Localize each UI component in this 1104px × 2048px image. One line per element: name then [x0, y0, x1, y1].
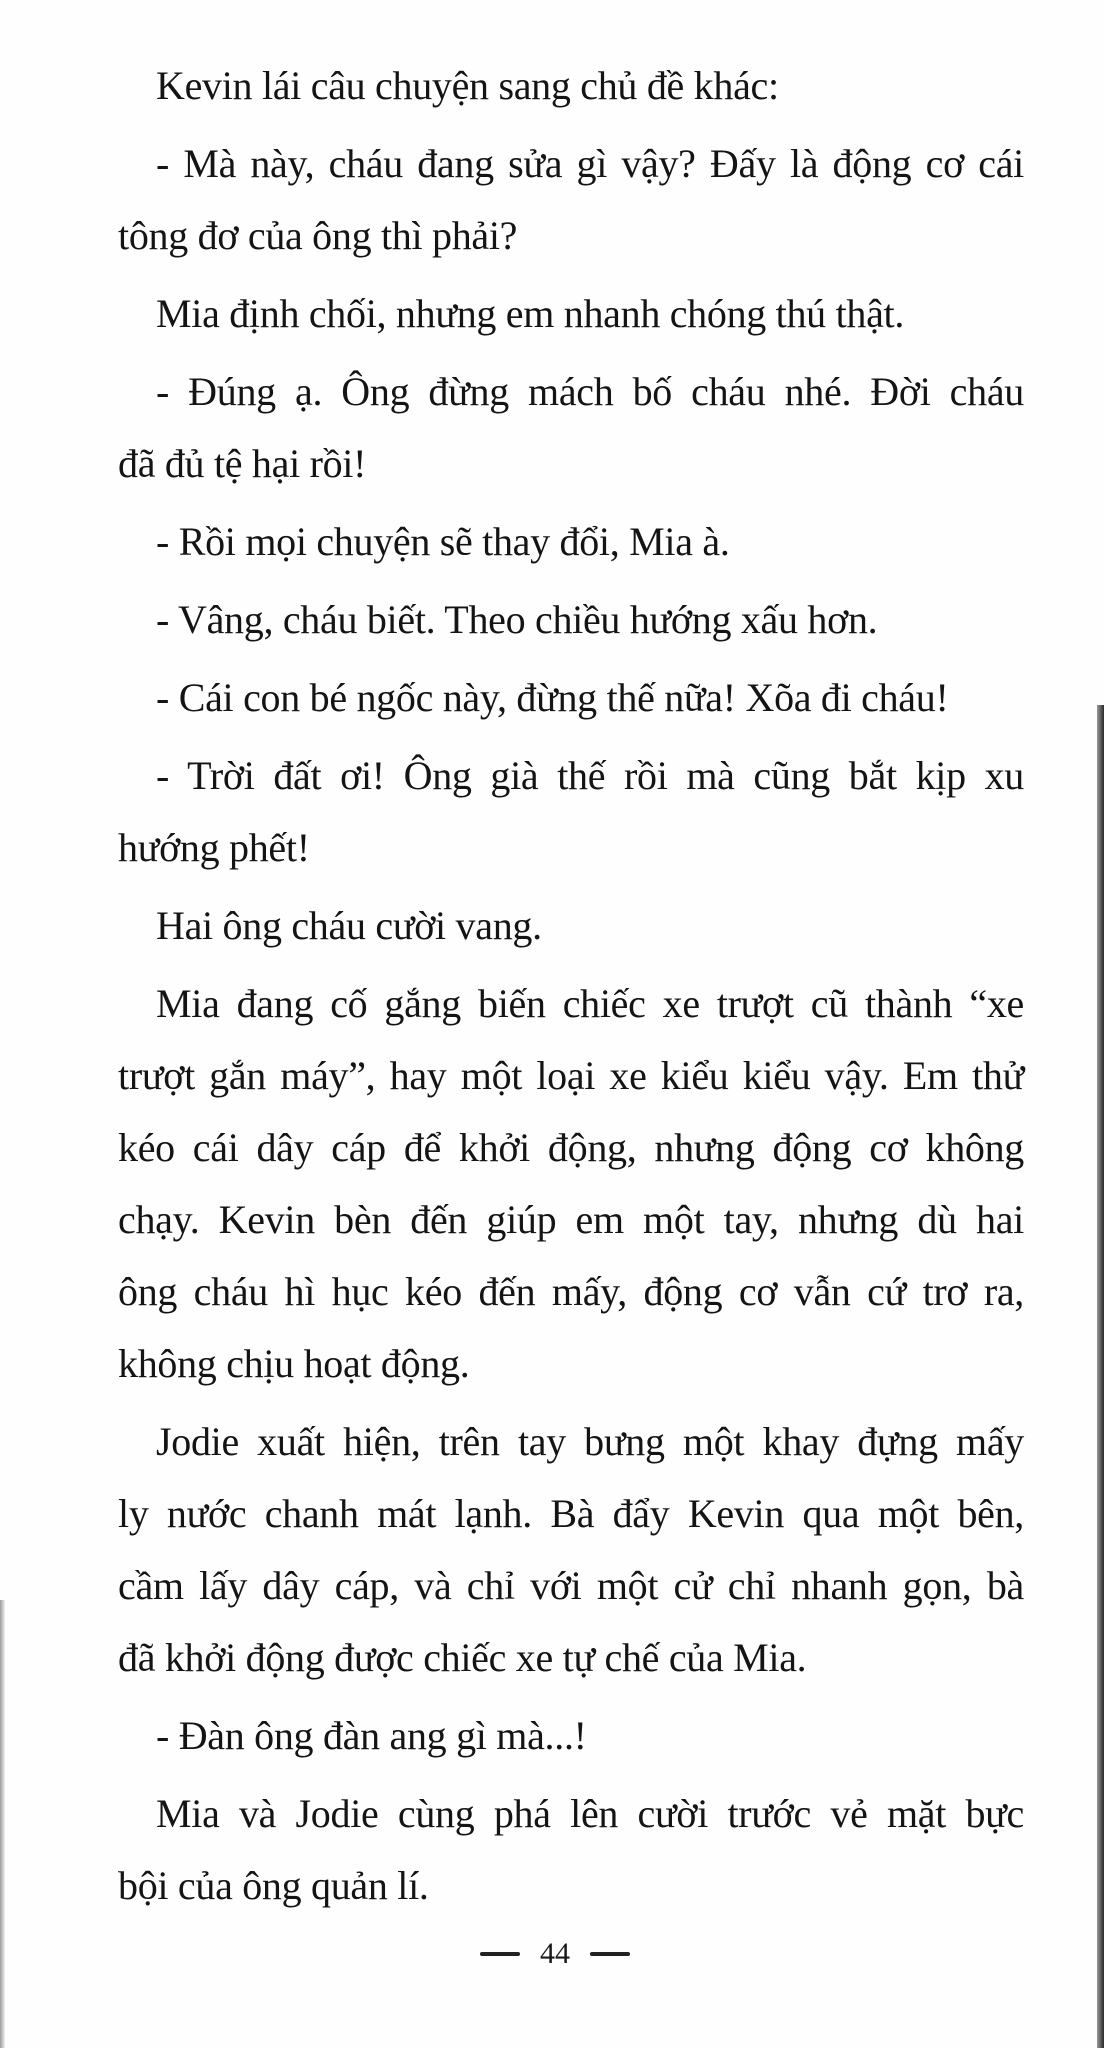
text-line: đã khởi động được chiếc xe tự chế của Mia.	[118, 1635, 807, 1680]
page-edge-shadow-right	[1097, 705, 1104, 2048]
page-edge-shadow-left	[0, 1600, 5, 2048]
text-line: Kevin lái câu chuyện sang chủ đề khác:	[156, 63, 779, 108]
text-line: trượt gắn máy”, hay một loại xe kiểu kiểu vậy. Em thử	[118, 1053, 1024, 1098]
paragraph	[118, 584, 1024, 656]
text-line: tông đơ của ông thì phải?	[118, 213, 518, 258]
paragraph	[118, 356, 1024, 500]
text-line: hướng phết!	[118, 825, 310, 870]
text-line: Hai ông cháu cười vang.	[156, 903, 542, 948]
page-number-dash-right	[590, 1952, 630, 1956]
text-line: Mia và Jodie cùng phá lên cười trước vẻ mặt bực	[156, 1791, 1024, 1836]
text-line: đã đủ tệ hại rồi!	[118, 441, 367, 486]
page-number-footer	[0, 1932, 1104, 1976]
paragraph	[118, 128, 1024, 272]
text-line: - Rồi mọi chuyện sẽ thay đổi, Mia à.	[156, 519, 730, 564]
text-line: - Cái con bé ngốc này, đừng thế nữa! Xõa đi cháu!	[156, 675, 949, 720]
paragraph	[118, 50, 1024, 122]
text-line: - Mà này, cháu đang sửa gì vậy? Đấy là động cơ cái	[156, 141, 1024, 186]
text-line: Jodie xuất hiện, trên tay bưng một khay đựng mấy	[156, 1419, 1024, 1464]
text-line: cầm lấy dây cáp, và chỉ với một cử chỉ nhanh gọn, bà	[118, 1563, 1024, 1608]
paragraph	[118, 506, 1024, 578]
text-line: ly nước chanh mát lạnh. Bà đẩy Kevin qua một bên,	[118, 1491, 1024, 1536]
page-number: 44	[540, 1937, 570, 1970]
paragraph	[118, 968, 1024, 1400]
text-line: - Đàn ông đàn ang gì mà...!	[156, 1713, 587, 1758]
text-line: Mia đang cố gắng biến chiếc xe trượt cũ thành “xe	[156, 981, 1024, 1026]
paragraph	[118, 890, 1024, 962]
text-line: kéo cái dây cáp để khởi động, nhưng động cơ không	[118, 1125, 1024, 1170]
page-number-dash-left	[480, 1952, 520, 1956]
text-line: không chịu hoạt động.	[118, 1341, 470, 1386]
text-line: - Vâng, cháu biết. Theo chiều hướng xấu hơn.	[156, 597, 878, 642]
text-line: - Trời đất ơi! Ông già thế rồi mà cũng bắt kịp xu	[156, 753, 1024, 798]
text-line: chạy. Kevin bèn đến giúp em một tay, nhưng dù hai	[118, 1197, 1024, 1242]
text-line: Mia định chối, nhưng em nhanh chóng thú thật.	[156, 291, 905, 336]
paragraph	[118, 278, 1024, 350]
paragraph	[118, 1406, 1024, 1694]
paragraph	[118, 1700, 1024, 1772]
text-line: - Đúng ạ. Ông đừng mách bố cháu nhé. Đời cháu	[156, 369, 1024, 414]
paragraph	[118, 740, 1024, 884]
page-body-text	[118, 50, 1024, 1922]
paragraph	[118, 662, 1024, 734]
text-line: bội của ông quản lí.	[118, 1863, 429, 1908]
paragraph	[118, 1778, 1024, 1922]
text-line: ông cháu hì hục kéo đến mấy, động cơ vẫn cứ trơ ra,	[118, 1269, 1024, 1314]
